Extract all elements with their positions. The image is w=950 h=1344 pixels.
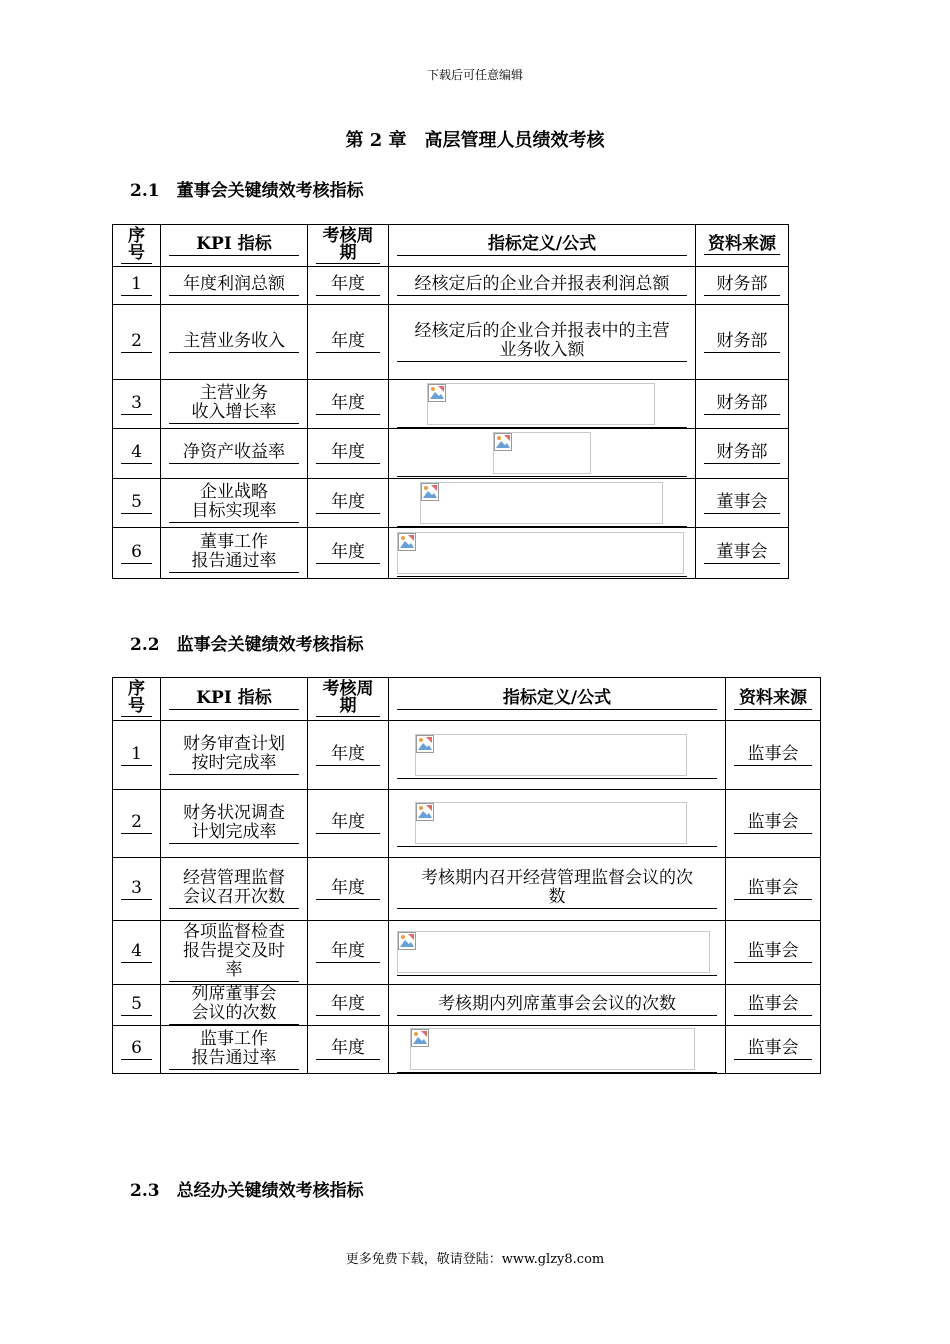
cell-period: 年度 (308, 790, 389, 858)
cell-definition (389, 380, 696, 429)
formula-image (410, 1028, 695, 1070)
cell-seq: 4 (113, 429, 161, 479)
cell-definition (389, 790, 726, 858)
broken-image-icon (421, 483, 439, 501)
formula-image (420, 482, 663, 524)
chapter-title: 第 2 章 高层管理人员绩效考核 (345, 130, 605, 151)
table-row (113, 528, 789, 579)
cell-source: 监事会 (726, 1026, 821, 1074)
cell-seq: 2 (113, 305, 161, 380)
line: 各项监督检查 (183, 922, 285, 942)
cell-period: 年度 (308, 479, 389, 528)
table-row (113, 267, 789, 305)
broken-image-icon (411, 1029, 429, 1047)
formula-image-slot (397, 381, 687, 428)
header-kpi: KPI 指标 (161, 678, 308, 721)
board-kpi-table (112, 224, 789, 579)
cell-kpi (161, 1026, 308, 1074)
formula-image-slot (397, 430, 687, 477)
table-row (113, 380, 789, 429)
header-period: 考核周期 (308, 678, 389, 721)
header-kpi: KPI 指标 (161, 225, 308, 267)
line: 年度利润总额 (183, 274, 285, 294)
cell-source: 财务部 (696, 429, 789, 479)
line: 报告通过率 (191, 551, 277, 571)
table-row (113, 858, 821, 921)
table-row (113, 721, 821, 790)
line: 列席董事会 (191, 984, 277, 1004)
page-footer: 更多免费下载，敬请登陆：www.glzy8.com (345, 1252, 605, 1267)
cell-seq: 1 (113, 721, 161, 790)
formula-image (415, 734, 687, 776)
supervisory-kpi-table (112, 677, 821, 1074)
cell-source: 监事会 (726, 790, 821, 858)
cell-source: 监事会 (726, 985, 821, 1026)
cell-kpi (161, 267, 308, 305)
cell-seq: 5 (113, 479, 161, 528)
table-header-row (113, 678, 821, 721)
line: 考核期内列席董事会会议的次数 (438, 993, 676, 1014)
cell-definition (389, 429, 696, 479)
cell-kpi (161, 790, 308, 858)
cell-definition (389, 479, 696, 528)
cell-source: 监事会 (726, 921, 821, 985)
line: 财务状况调查 (183, 802, 285, 823)
cell-definition (389, 528, 696, 579)
broken-image-icon (398, 533, 416, 551)
formula-image-slot (397, 1026, 717, 1073)
broken-image-icon (416, 735, 434, 753)
cell-definition (389, 1026, 726, 1074)
cell-period: 年度 (308, 305, 389, 380)
cell-source: 董事会 (696, 528, 789, 579)
formula-image-slot (397, 480, 687, 527)
broken-image-icon (416, 803, 434, 821)
cell-seq: 1 (113, 267, 161, 305)
cell-definition (389, 921, 726, 985)
cell-kpi (161, 858, 308, 921)
cell-period: 年度 (308, 528, 389, 579)
cell-period: 年度 (308, 267, 389, 305)
cell-seq: 6 (113, 528, 161, 579)
line: 报告通过率 (191, 1047, 277, 1068)
cell-source: 监事会 (726, 858, 821, 921)
line: 收入增长率 (191, 402, 277, 422)
cell-period: 年度 (308, 985, 389, 1026)
table-row (113, 1026, 821, 1074)
broken-image-icon (428, 384, 446, 402)
formula-image-slot (397, 929, 717, 976)
cell-kpi (161, 305, 308, 380)
section-title-executive-office: 2.3 总经办关键绩效考核指标 (130, 1181, 364, 1201)
line: 报告提交及时 (183, 941, 285, 961)
line: 目标实现率 (191, 501, 277, 521)
header-source: 资料来源 (696, 225, 789, 267)
formula-image-slot (397, 530, 687, 577)
table-row (113, 985, 821, 1026)
line: 净资产收益率 (183, 442, 285, 462)
cell-kpi (161, 721, 308, 790)
line: 率 (225, 960, 243, 980)
cell-kpi (161, 429, 308, 479)
table-row (113, 790, 821, 858)
table-header-row (113, 225, 789, 267)
broken-image-icon (494, 433, 512, 451)
page-header: 下载后可任意编辑 (426, 68, 523, 82)
cell-period: 年度 (308, 921, 389, 985)
line: 董事工作 (200, 532, 268, 552)
cell-period: 年度 (308, 721, 389, 790)
line: 经营管理监督 (183, 868, 285, 888)
cell-definition (389, 985, 726, 1026)
cell-definition (389, 858, 726, 921)
cell-seq: 6 (113, 1026, 161, 1074)
formula-image (397, 931, 710, 973)
formula-image-slot (397, 732, 717, 779)
formula-image-slot (397, 800, 717, 847)
cell-period: 年度 (308, 858, 389, 921)
cell-seq: 5 (113, 985, 161, 1026)
header-seq: 序号 (113, 678, 161, 721)
line: 主营业务 (200, 383, 268, 403)
line: 考核期内召开经营管理监督会议的次 (421, 868, 693, 888)
broken-image-icon (398, 932, 416, 950)
header-definition: 指标定义/公式 (389, 225, 696, 267)
cell-kpi (161, 479, 308, 528)
formula-image (397, 532, 684, 574)
table-row (113, 305, 789, 380)
line: 按时完成率 (191, 753, 277, 773)
line: 会议召开次数 (183, 887, 285, 907)
line: 数 (548, 887, 566, 907)
cell-source: 财务部 (696, 267, 789, 305)
table-row (113, 429, 789, 479)
table-row (113, 479, 789, 528)
line: 财务审查计划 (183, 734, 285, 754)
formula-image (493, 432, 591, 474)
cell-seq: 2 (113, 790, 161, 858)
cell-period: 年度 (308, 1026, 389, 1074)
table-row (113, 921, 821, 985)
cell-period: 年度 (308, 380, 389, 429)
line: 经核定后的企业合并报表中的主营 (414, 321, 670, 341)
cell-kpi (161, 921, 308, 985)
cell-kpi (161, 380, 308, 429)
formula-image (427, 383, 655, 425)
header-source: 资料来源 (726, 678, 821, 721)
cell-kpi (161, 528, 308, 579)
formula-image (415, 802, 687, 844)
cell-source: 监事会 (726, 721, 821, 790)
section-title-board: 2.1 董事会关键绩效考核指标 (130, 181, 364, 201)
line: 企业战略 (200, 482, 268, 502)
cell-source: 财务部 (696, 380, 789, 429)
cell-definition (389, 721, 726, 790)
cell-source: 董事会 (696, 479, 789, 528)
cell-kpi (161, 985, 308, 1026)
line: 计划完成率 (191, 821, 277, 842)
section-title-supervisory: 2.2 监事会关键绩效考核指标 (130, 635, 364, 655)
header-seq: 序号 (113, 225, 161, 267)
cell-definition (389, 305, 696, 380)
cell-period: 年度 (308, 429, 389, 479)
header-period: 考核周期 (308, 225, 389, 267)
cell-seq: 3 (113, 380, 161, 429)
line: 经核定后的企业合并报表利润总额 (414, 274, 670, 294)
cell-source: 财务部 (696, 305, 789, 380)
line: 监事工作 (200, 1028, 268, 1049)
line: 会议的次数 (191, 1003, 277, 1023)
cell-seq: 4 (113, 921, 161, 985)
header-definition: 指标定义/公式 (389, 678, 726, 721)
cell-seq: 3 (113, 858, 161, 921)
line: 业务收入额 (499, 340, 585, 360)
line: 主营业务收入 (183, 330, 285, 351)
cell-definition (389, 267, 696, 305)
